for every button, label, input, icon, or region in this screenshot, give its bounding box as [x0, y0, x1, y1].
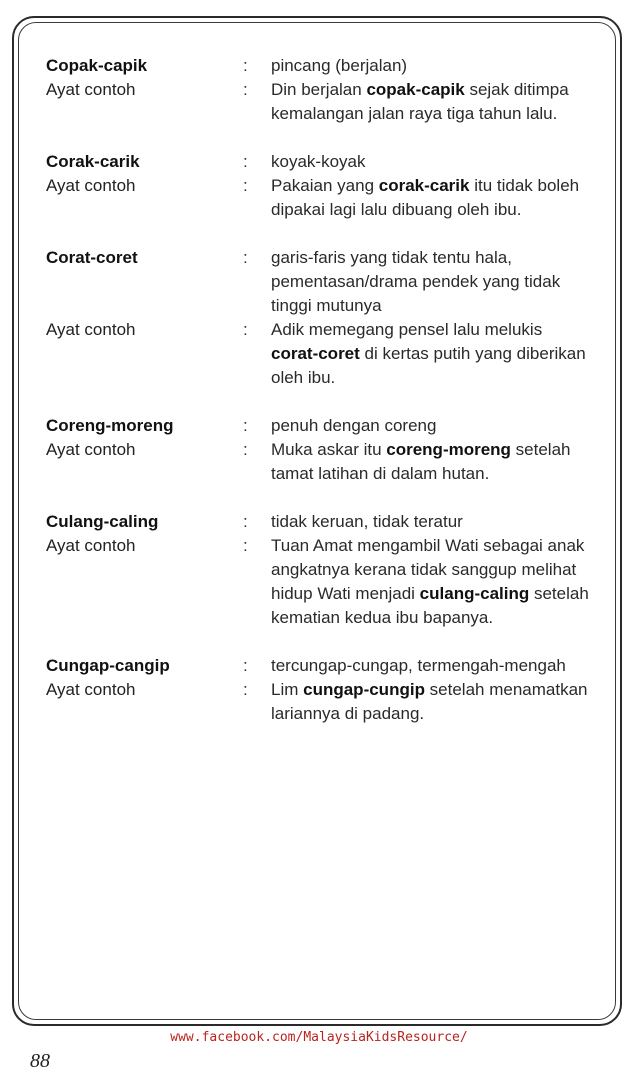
example-sentence [271, 174, 589, 222]
example-text: Adik memegang pensel lalu melukis [271, 320, 543, 339]
example-row [46, 78, 606, 126]
example-sentence [271, 78, 589, 126]
entry-meaning: koyak-koyak [271, 152, 366, 171]
entry-term: Copak-capik [46, 56, 148, 75]
glossary-entries [46, 54, 606, 750]
example-label: Ayat contoh [46, 440, 136, 459]
colon-separator: : [243, 176, 248, 195]
example-sentence [271, 438, 589, 486]
colon-separator: : [243, 56, 248, 75]
example-sentence [271, 318, 589, 390]
example-row [46, 318, 606, 390]
example-label: Ayat contoh [46, 80, 136, 99]
entry-term: Coreng-moreng [46, 416, 174, 435]
example-sentence [271, 534, 589, 630]
colon-separator: : [243, 80, 248, 99]
example-text: Din berjalan [271, 80, 367, 99]
example-term-highlight: culang-caling [419, 584, 530, 603]
example-sentence [271, 678, 589, 726]
example-label: Ayat contoh [46, 536, 136, 555]
definition-row [46, 654, 606, 678]
example-text: Tuan Amat mengambil Wati sebagai anak angkatnya kerana tidak sanggup melihat hidup Wati menjadi [271, 536, 585, 603]
colon-separator: : [243, 656, 248, 675]
entry-meaning: tercungap-cungap, termengah-mengah [271, 656, 566, 675]
glossary-entry [46, 414, 606, 486]
definition-row [46, 246, 606, 318]
entry-meaning: garis-faris yang tidak tentu hala, pementasan/drama pendek yang tidak tinggi mutunya [271, 248, 561, 315]
example-text: setelah tamat latihan di dalam hutan. [271, 440, 571, 483]
example-label: Ayat contoh [46, 320, 136, 339]
definition-row [46, 150, 606, 174]
example-label: Ayat contoh [46, 680, 136, 699]
entry-term: Corak-carik [46, 152, 140, 171]
example-term-highlight: copak-capik [366, 80, 465, 99]
colon-separator: : [243, 512, 248, 531]
example-text: setelah kematian kedua ibu bapanya. [271, 584, 589, 627]
entry-meaning: tidak keruan, tidak teratur [271, 512, 463, 531]
example-text: di kertas putih yang diberikan oleh ibu. [271, 344, 586, 387]
entry-meaning: penuh dengan coreng [271, 416, 437, 435]
definition-row [46, 54, 606, 78]
example-term-highlight: cungap-cungip [303, 680, 425, 699]
colon-separator: : [243, 536, 248, 555]
example-term-highlight: corak-carik [378, 176, 470, 195]
example-label: Ayat contoh [46, 176, 136, 195]
example-row [46, 678, 606, 726]
entry-term: Corat-coret [46, 248, 138, 267]
example-term-highlight: corat-coret [271, 344, 360, 363]
example-term-highlight: coreng-moreng [386, 440, 511, 459]
colon-separator: : [243, 320, 248, 339]
example-text: itu tidak boleh dipakai lagi lalu dibuang oleh ibu. [271, 176, 580, 219]
entry-term: Cungap-cangip [46, 656, 170, 675]
colon-separator: : [243, 152, 248, 171]
colon-separator: : [243, 248, 248, 267]
glossary-entry [46, 54, 606, 126]
example-row [46, 438, 606, 486]
example-row [46, 534, 606, 630]
glossary-entry [46, 654, 606, 726]
glossary-entry [46, 150, 606, 222]
colon-separator: : [243, 416, 248, 435]
example-text: sejak ditimpa kemalangan jalan raya tiga tahun lalu. [271, 80, 569, 123]
entry-term: Culang-caling [46, 512, 159, 531]
definition-row [46, 414, 606, 438]
colon-separator: : [243, 440, 248, 459]
example-text: Lim [271, 680, 304, 699]
definition-row [46, 510, 606, 534]
example-row [46, 174, 606, 222]
colon-separator: : [243, 680, 248, 699]
example-text: setelah menamatkan lariannya di padang. [271, 680, 588, 723]
example-text: Muka askar itu [271, 440, 387, 459]
watermark-url: www.facebook.com/MalaysiaKidsResource/ [170, 1030, 468, 1045]
page-number: 88 [30, 1050, 50, 1072]
glossary-entry [46, 246, 606, 390]
entry-meaning: pincang (berjalan) [271, 56, 408, 75]
glossary-entry [46, 510, 606, 630]
example-text: Pakaian yang [271, 176, 379, 195]
